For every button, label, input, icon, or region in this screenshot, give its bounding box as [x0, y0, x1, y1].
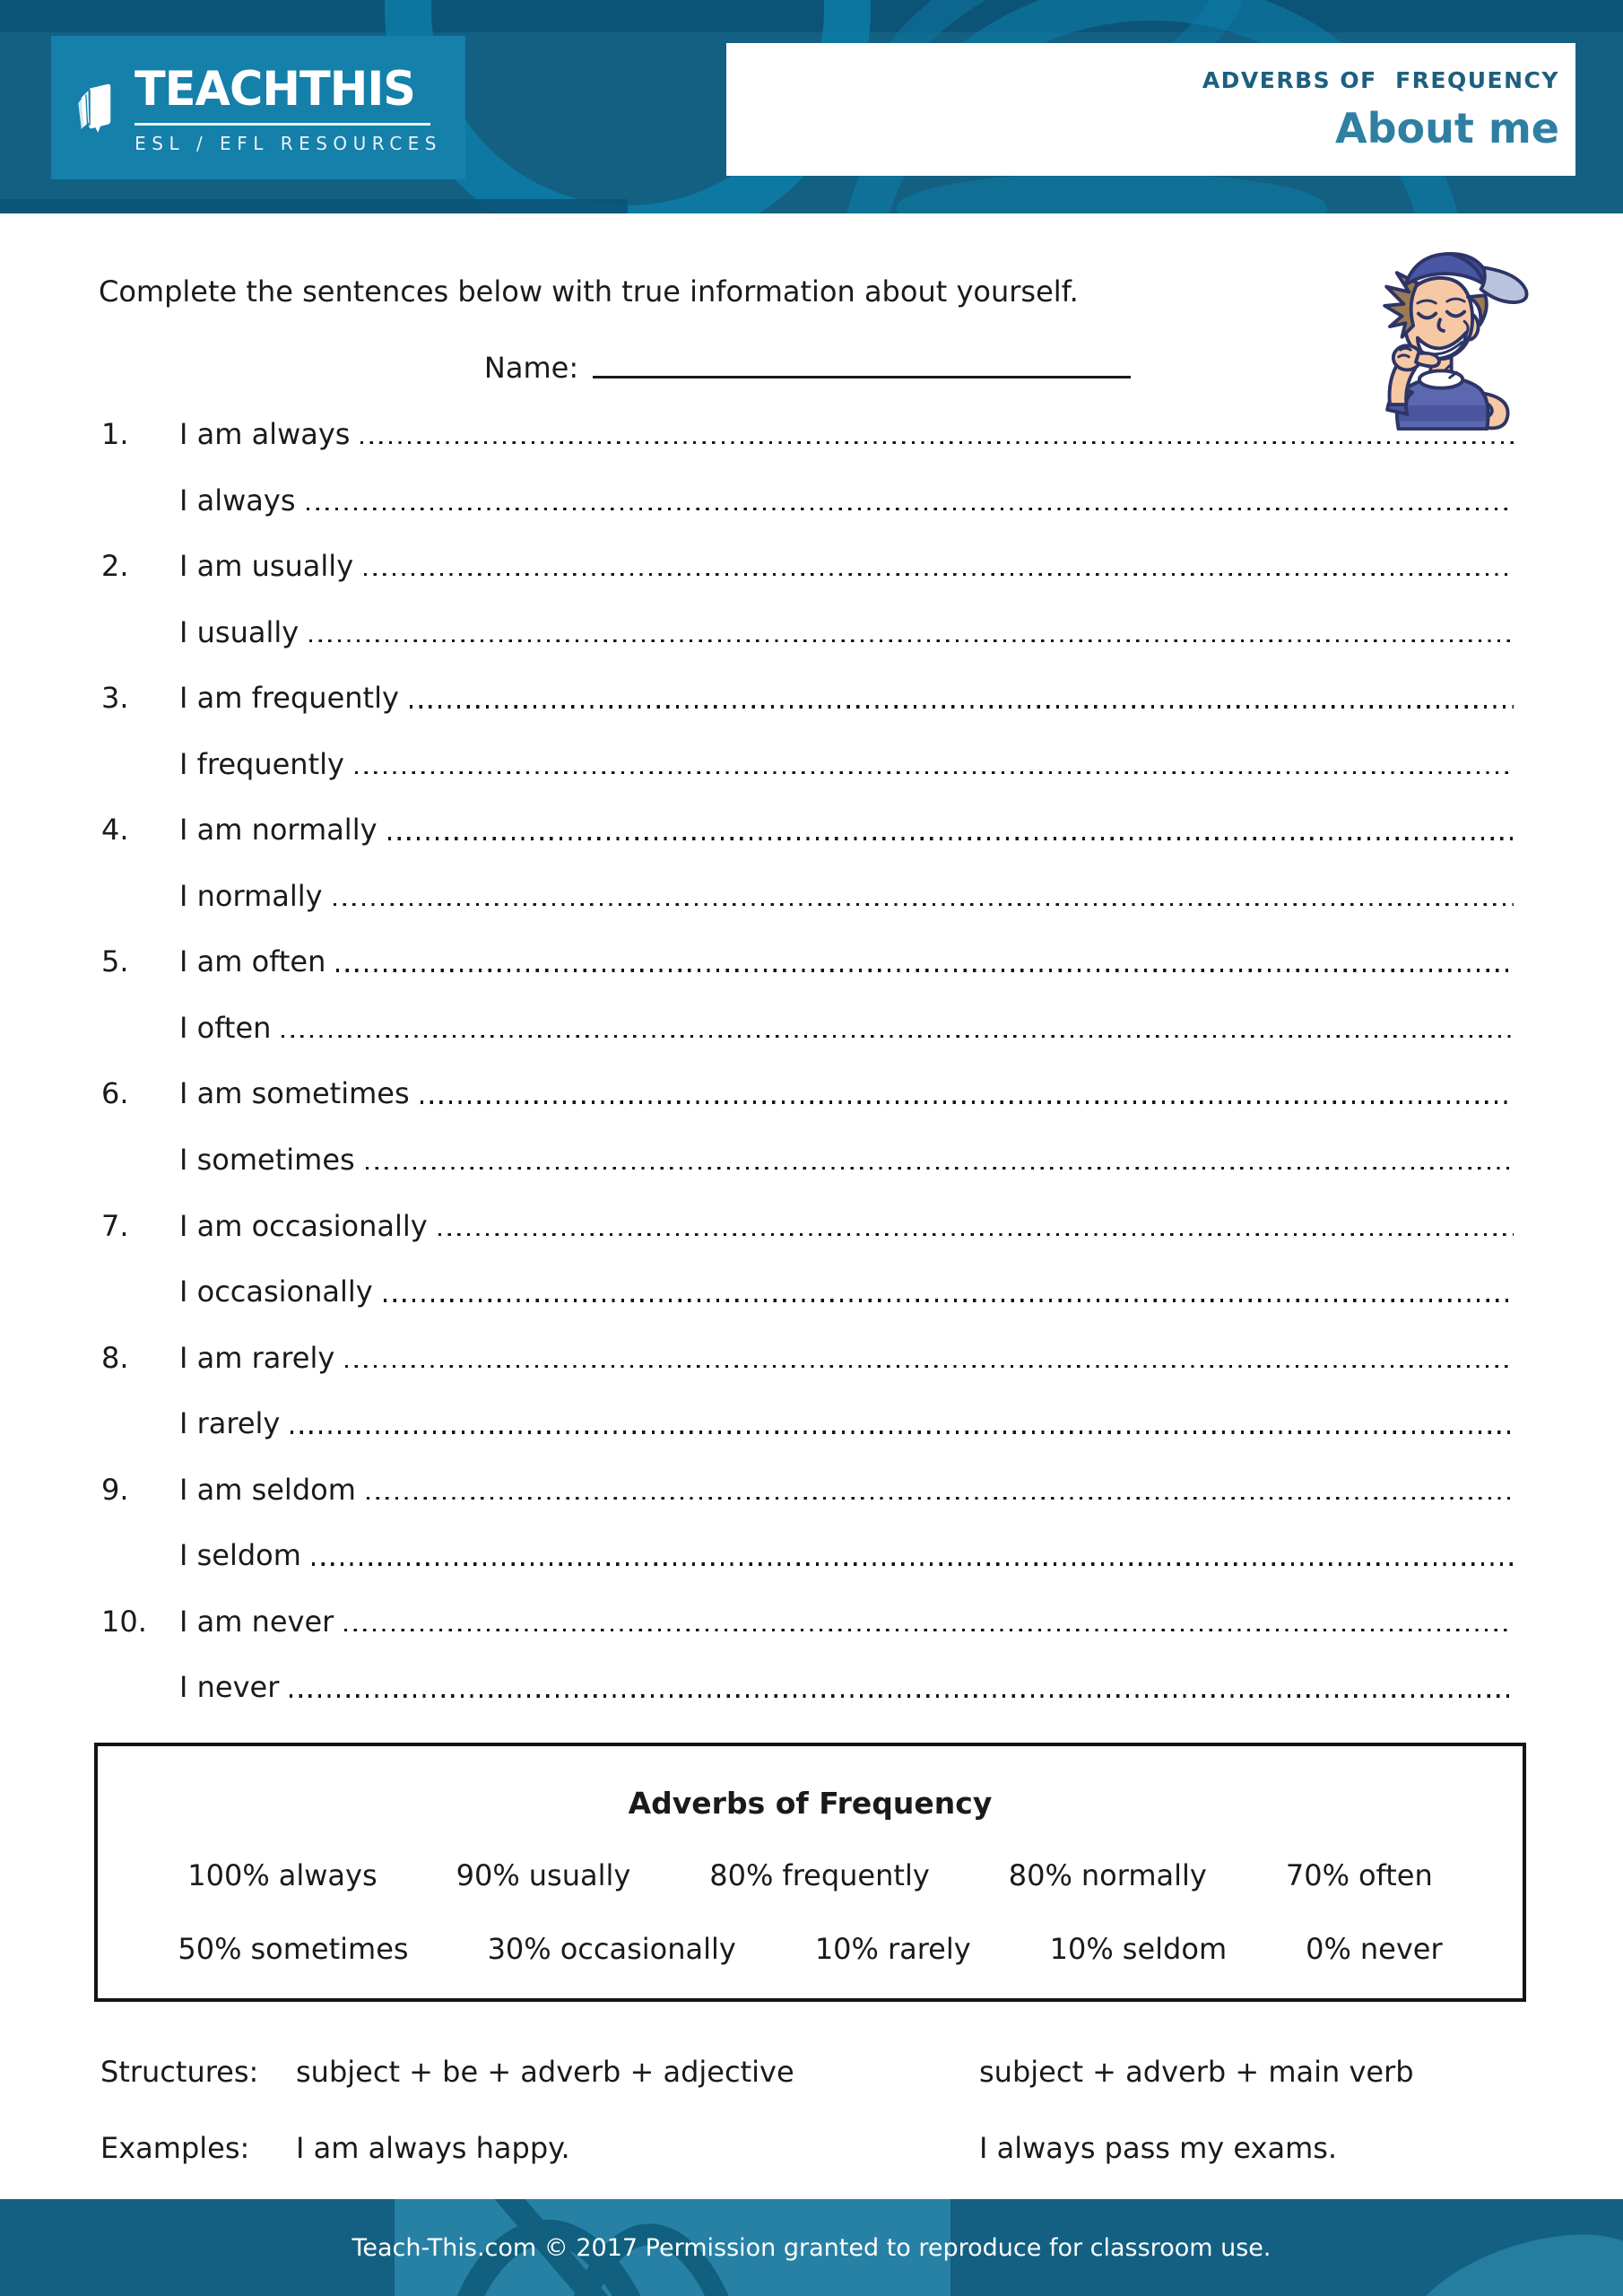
name-row: [101, 352, 1514, 385]
item-text: I am rarely: [179, 1340, 335, 1375]
frequency-entry: [1050, 1929, 1227, 1969]
frequency-percent: 70%: [1285, 1858, 1350, 1892]
frequency-percent: 50%: [178, 1932, 242, 1966]
item-text: I normally: [179, 878, 323, 913]
frequency-percent: 10%: [814, 1932, 879, 1966]
list-item: [101, 876, 1514, 943]
frequency-word: rarely: [887, 1932, 971, 1966]
item-text: I am often: [179, 944, 326, 979]
answer-line: [312, 1562, 1514, 1565]
examples-row: [100, 2128, 1514, 2168]
frequency-percent: 0%: [1306, 1932, 1351, 1966]
frequency-word: normally: [1081, 1858, 1207, 1892]
answer-line: [421, 1100, 1514, 1103]
frequency-entry: [178, 1929, 408, 1969]
frequency-entry: [815, 1929, 971, 1969]
list-item: [101, 942, 1514, 1008]
frequency-entry: [1286, 1856, 1433, 1895]
list-item: [101, 1535, 1514, 1602]
frequency-word: sometimes: [250, 1932, 409, 1966]
structures-row: [100, 2052, 1514, 2092]
item-number: 2.: [101, 549, 129, 584]
logo-tagline: ESL / EFL RESOURCES: [135, 132, 442, 154]
answer-line: [291, 1431, 1514, 1433]
frequency-word: occasionally: [560, 1932, 736, 1966]
footer-copyright: Teach-This.com © 2017 Permission granted to reproduce for classroom use.: [352, 2233, 1271, 2262]
item-number: 5.: [101, 944, 129, 979]
name-label: Name:: [483, 351, 579, 385]
list-item: [101, 1470, 1514, 1536]
sentence-list: [101, 414, 1514, 1734]
answer-line: [334, 903, 1514, 906]
worksheet-topic: ADVERBS OF FREQUENCY: [1202, 66, 1559, 93]
list-item: [101, 810, 1514, 876]
item-number: 10.: [101, 1604, 147, 1639]
brand-name: TEACHTHIS: [135, 61, 416, 117]
boy-pointing-illustration: [1338, 228, 1546, 434]
answer-line: [344, 1629, 1514, 1631]
item-text: I am occasionally: [179, 1208, 428, 1243]
list-item: [101, 1272, 1514, 1338]
answer-line: [290, 1694, 1514, 1697]
answer-line: [345, 1365, 1514, 1368]
answer-line: [388, 837, 1514, 839]
item-number: 9.: [101, 1472, 129, 1507]
answer-line: [438, 1233, 1514, 1236]
frequency-word: never: [1359, 1932, 1443, 1966]
list-item: [101, 1404, 1514, 1470]
answer-line: [367, 1497, 1514, 1500]
frequency-word: always: [278, 1858, 378, 1892]
answer-line: [309, 639, 1514, 642]
worksheet-title: About me: [1334, 103, 1559, 152]
teachthis-logo: [51, 36, 465, 179]
answer-line: [336, 969, 1514, 971]
frequency-percent: 30%: [487, 1932, 551, 1966]
adverbs-reference-box: [94, 1743, 1526, 2002]
item-text: I often: [179, 1010, 272, 1045]
item-number: 6.: [101, 1076, 129, 1111]
item-text: I am seldom: [179, 1472, 356, 1507]
item-number: 4.: [101, 813, 129, 848]
answer-line: [355, 771, 1514, 774]
item-text: I am sometimes: [179, 1076, 410, 1111]
frequency-entry: [187, 1856, 377, 1895]
list-item: [101, 546, 1514, 613]
item-text: I am always: [179, 417, 351, 451]
list-item: [101, 1008, 1514, 1074]
answer-line: [410, 705, 1514, 708]
list-item: [101, 1338, 1514, 1405]
header-banner: [0, 0, 1623, 213]
frequency-percent: 10%: [1049, 1932, 1114, 1966]
frequency-word: seldom: [1122, 1932, 1228, 1966]
footer-banner: [0, 2199, 1623, 2296]
item-text: I seldom: [179, 1538, 301, 1573]
item-text: I usually: [179, 614, 299, 649]
frequency-percent: 90%: [456, 1858, 520, 1892]
frequency-percent: 100%: [187, 1858, 270, 1892]
item-text: I occasionally: [179, 1274, 373, 1309]
list-item: [101, 744, 1514, 811]
item-number: 8.: [101, 1340, 129, 1375]
item-text: I rarely: [179, 1406, 281, 1441]
answer-line: [364, 573, 1514, 576]
example-main-verb: I always pass my exams.: [979, 2131, 1338, 2165]
instructions-text: Complete the sentences below with true information about yourself.: [99, 274, 1079, 309]
frequency-word: frequently: [782, 1858, 930, 1892]
list-item: [101, 414, 1514, 481]
structure-main-verb: subject + adverb + main verb: [979, 2055, 1414, 2089]
frequency-percent: 80%: [1008, 1858, 1072, 1892]
frequency-word: often: [1358, 1858, 1433, 1892]
structures-label: Structures:: [100, 2055, 259, 2089]
example-be: I am always happy.: [296, 2131, 570, 2165]
examples-label: Examples:: [100, 2131, 250, 2165]
answer-line: [366, 1167, 1514, 1170]
item-number: 1.: [101, 417, 129, 451]
logo-text: [135, 62, 442, 154]
reference-row-2: [98, 1929, 1523, 1969]
structure-be: subject + be + adverb + adjective: [296, 2055, 794, 2089]
open-book-icon: [74, 53, 117, 162]
logo-divider: [135, 123, 430, 126]
item-number: 3.: [101, 681, 129, 716]
answer-line: [360, 441, 1514, 444]
item-text: I am normally: [179, 813, 378, 848]
item-number: 7.: [101, 1208, 129, 1243]
answer-line: [307, 508, 1515, 510]
list-item: [101, 1074, 1514, 1140]
answer-line: [384, 1299, 1514, 1301]
item-text: I frequently: [179, 746, 344, 781]
frequency-entry: [1306, 1929, 1443, 1969]
list-item: [101, 1140, 1514, 1206]
frequency-word: usually: [528, 1858, 631, 1892]
title-box: [726, 43, 1575, 176]
reference-row-1: [98, 1856, 1523, 1895]
name-write-line: [593, 376, 1131, 378]
list-item: [101, 1667, 1514, 1734]
answer-line: [282, 1035, 1514, 1038]
item-text: I am usually: [179, 549, 354, 584]
reference-box-title: Adverbs of Frequency: [628, 1786, 993, 1821]
list-item: [101, 1602, 1514, 1668]
list-item: [101, 1206, 1514, 1273]
item-text: I never: [179, 1670, 280, 1705]
frequency-entry: [488, 1929, 736, 1969]
frequency-entry: [456, 1856, 631, 1895]
frequency-entry: [709, 1856, 929, 1895]
frequency-percent: 80%: [709, 1858, 774, 1892]
list-item: [101, 481, 1514, 547]
item-text: I am never: [179, 1604, 334, 1639]
item-text: I am frequently: [179, 681, 399, 716]
frequency-entry: [1009, 1856, 1207, 1895]
item-text: I sometimes: [179, 1143, 355, 1178]
item-text: I always: [179, 483, 296, 517]
list-item: [101, 678, 1514, 744]
list-item: [101, 613, 1514, 679]
